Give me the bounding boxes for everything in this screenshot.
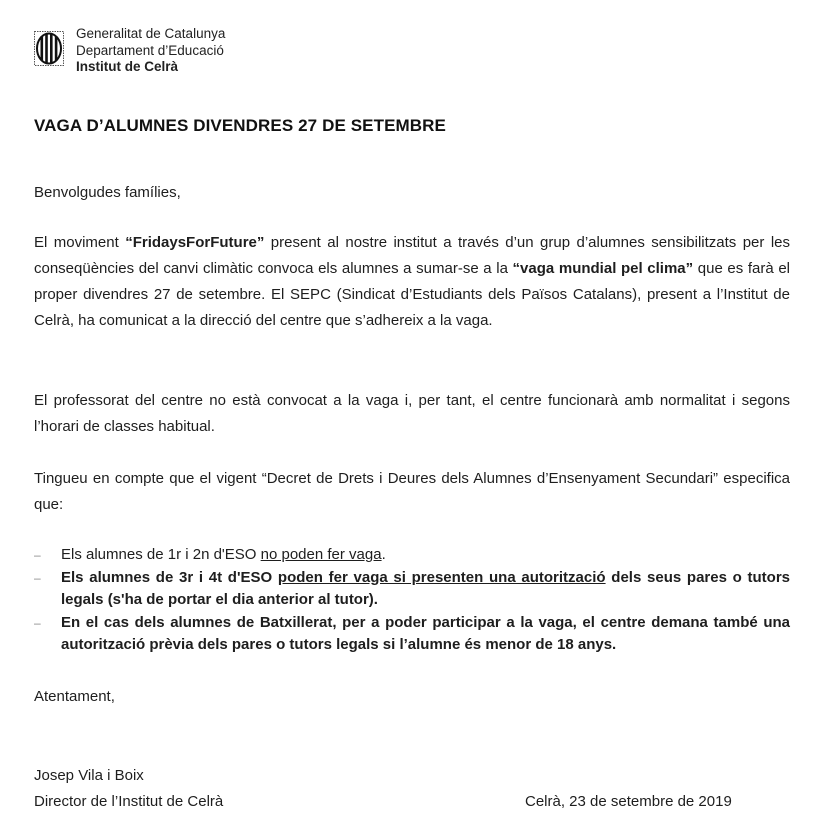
- list-item: – Els alumnes de 3r i 4t d'ESO poden fer vaga si presenten una autorització dels seus pares o tutors legals (s'ha de portar el dia anterior al tutor).: [34, 568, 791, 608]
- paragraph-strike-announcement: [34, 230, 790, 334]
- signer-name: Josep Vila i Boix: [34, 767, 144, 784]
- greeting: Benvolgudes famílies,: [34, 184, 181, 201]
- underlined-text: no poden fer vaga: [260, 546, 382, 563]
- signature-block: [34, 763, 223, 815]
- p1-fridaysforfuture: “FridaysForFuture”: [125, 234, 265, 251]
- p1-text-2: present al nostre institut a través d’un grup d’alumnes sensibilitzats per les conseqüències del canvi climàtic convoca els alumnes a sumar-se a la: [34, 234, 790, 277]
- department-name: Departament d’Educació: [76, 42, 224, 58]
- rules-list: [34, 544, 790, 657]
- list-item: – Els alumnes de 1r i 2n d'ESO no poden fer vaga.: [34, 544, 790, 567]
- org-name: Generalitat de Catalunya: [76, 26, 226, 41]
- paragraph-teachers: El professorat del centre no està convocat a la vaga i, per tant, el centre funcionarà amb normalitat i segons l’horari de classes habitual.: [34, 392, 790, 435]
- closing: Atentament,: [34, 688, 115, 705]
- letterhead: [34, 26, 225, 76]
- letter-title: VAGA D’ALUMNES DIVENDRES 27 DE SETEMBRE: [34, 116, 446, 135]
- dash-bullet-icon: –: [34, 570, 41, 585]
- signer-role: Director de l’Institut de Celrà: [34, 793, 224, 810]
- p1-text-3: que es farà el proper divendres 27 de setembre. El SEPC (Sindicat d’Estudiants dels Països Catalans), present a l’Institut de Celrà, ha comunicat a la direcció del centre que s’adhereix a la vaga.: [34, 260, 791, 329]
- paragraph-decree: Tingueu en compte que el vigent “Decret de Drets i Deures dels Alumnes d’Ensenyament Secundari” especifica que:: [34, 470, 790, 513]
- p1-vaga-mundial: “vaga mundial pel clima”: [512, 260, 694, 277]
- place-date: Celrà, 23 de setembre de 2019: [525, 793, 732, 810]
- dash-bullet-icon: –: [34, 615, 41, 630]
- institute-name: Institut de Celrà: [76, 59, 179, 74]
- list-item: – En el cas dels alumnes de Batxillerat, per a poder participar a la vaga, el centre demana també una autorització prèvia dels pares o tutors legals si l’alumne és menor de 18 anys.: [34, 613, 790, 653]
- p1-text-1: El moviment: [34, 234, 126, 251]
- generalitat-shield-icon: [34, 31, 64, 66]
- dash-bullet-icon: –: [34, 548, 41, 562]
- underlined-text: poden fer vaga si presenten una autorització: [277, 568, 606, 586]
